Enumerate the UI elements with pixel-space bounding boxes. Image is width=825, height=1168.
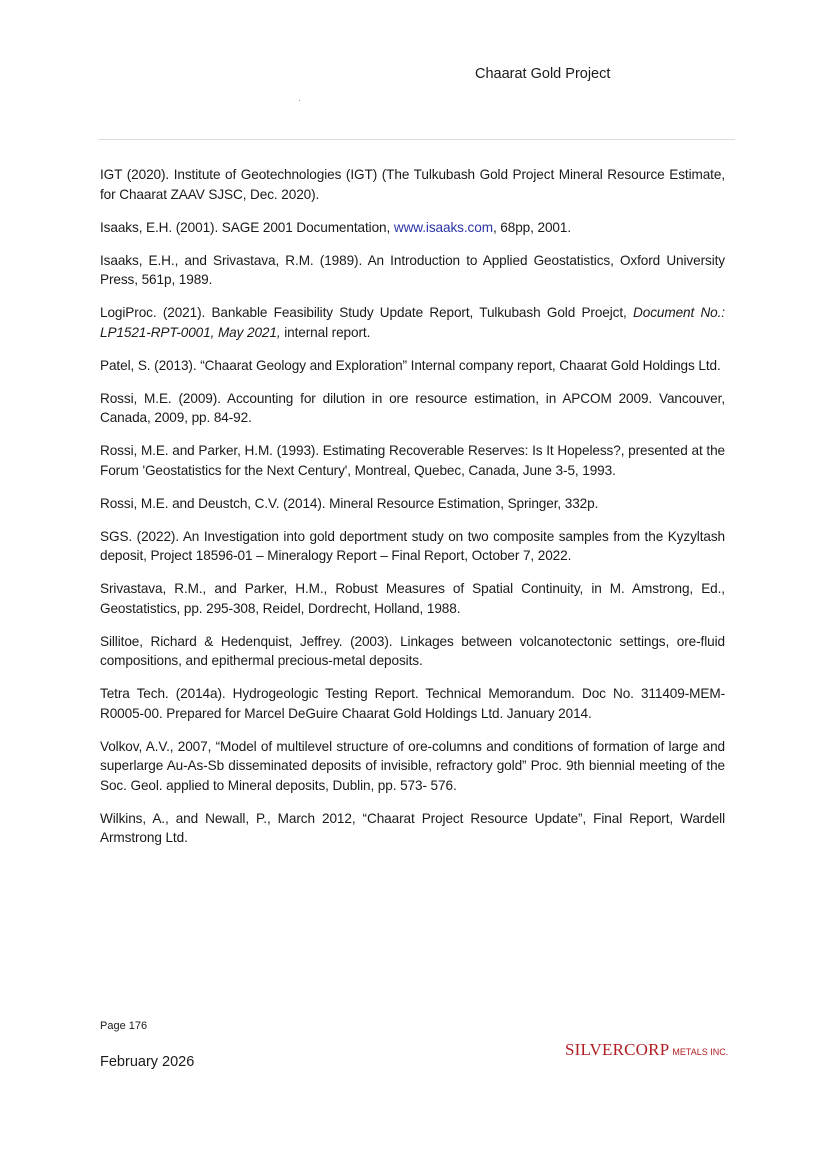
- logo-subtitle: METALS INC.: [672, 1047, 729, 1057]
- reference-link[interactable]: www.isaaks.com: [393, 219, 493, 235]
- reference-item: IGT (2020). Institute of Geotechnologies (IGT) (The Tulkubash Gold Project Mineral Resource Estimate, for Chaarat ZAAV SJSC, Dec. 2020).: [100, 167, 725, 202]
- reference-item: SGS. (2022). An Investigation into gold deportment study on two composite samples from the Kyzyltash deposit, Project 18596-01 – Mineralogy Report – Final Report, October 7, 2022.: [100, 528, 725, 563]
- reference-item: Isaaks, E.H., and Srivastava, R.M. (1989). An Introduction to Applied Geostatistics, Oxford University Press, 561p, 1989.: [100, 252, 725, 287]
- header-divider: [98, 139, 735, 140]
- reference-item: Rossi, M.E. and Deustch, C.V. (2014). Mineral Resource Estimation, Springer, 332p.: [100, 495, 599, 511]
- reference-list: [100, 165, 725, 861]
- reference-item: Rossi, M.E. and Parker, H.M. (1993). Estimating Recoverable Reserves: Is It Hopeless?, presented at the Forum 'Geostatistics for the Next Century', Montreal, Quebec, Canada, June 3-5, 1993.: [100, 443, 725, 478]
- reference-item: Wilkins, A., and Newall, P., March 2012, “Chaarat Project Resource Update”, Final Report, Wardell Armstrong Ltd.: [100, 810, 725, 845]
- reference-item: Rossi, M.E. (2009). Accounting for dilution in ore resource estimation, in APCOM 2009. Vancouver, Canada, 2009, pp. 84-92.: [100, 390, 725, 425]
- reference-text: LogiProc. (2021). Bankable Feasibility Study Update Report, Tulkubash Gold Proejct,: [100, 305, 634, 320]
- reference-item: Volkov, A.V., 2007, “Model of multilevel structure of ore-columns and conditions of formation of large and superlarge Au-As-Sb disseminated deposits of invisible, refractory gold” Proc. 9th biennial meeting of the Soc. Geol. applied to Mineral deposits, Dublin, pp. 573- 576.: [100, 738, 725, 793]
- company-logo: [565, 1040, 728, 1060]
- page-number: Page 176: [100, 1020, 148, 1032]
- reference-italic: Document No.: LP1521-RPT-0001, May 2021,: [100, 305, 725, 340]
- reference-item: Srivastava, R.M., and Parker, H.M., Robust Measures of Spatial Continuity, in M. Amstrong, Ed., Geostatistics, pp. 295-308, Reidel, Dordrecht, Holland, 1988.: [100, 581, 725, 616]
- reference-text: , 68pp, 2001.: [492, 219, 572, 235]
- logo-wordmark: SILVERCORP: [565, 1040, 670, 1059]
- reference-item: Tetra Tech. (2014a). Hydrogeologic Testing Report. Technical Memorandum. Doc No. 311409-MEM-R0005-00. Prepared for Marcel DeGuire Chaarat Gold Holdings Ltd. January 2014.: [100, 686, 725, 721]
- reference-item: Sillitoe, Richard & Hedenquist, Jeffrey. (2003). Linkages between volcanotectonic settings, ore-fluid compositions, and epithermal precious-metal deposits.: [100, 633, 725, 668]
- reference-item: [100, 303, 725, 342]
- footer-date: February 2026: [100, 1054, 195, 1070]
- header-title: Chaarat Gold Project: [475, 66, 611, 82]
- header-mark: [299, 100, 300, 101]
- reference-text: internal report.: [280, 324, 371, 340]
- reference-text: Isaaks, E.H. (2001). SAGE 2001 Documentation,: [100, 219, 394, 235]
- reference-item: [100, 218, 725, 238]
- reference-item: Patel, S. (2013). “Chaarat Geology and Exploration” Internal company report, Chaarat Gold Holdings Ltd.: [100, 357, 721, 373]
